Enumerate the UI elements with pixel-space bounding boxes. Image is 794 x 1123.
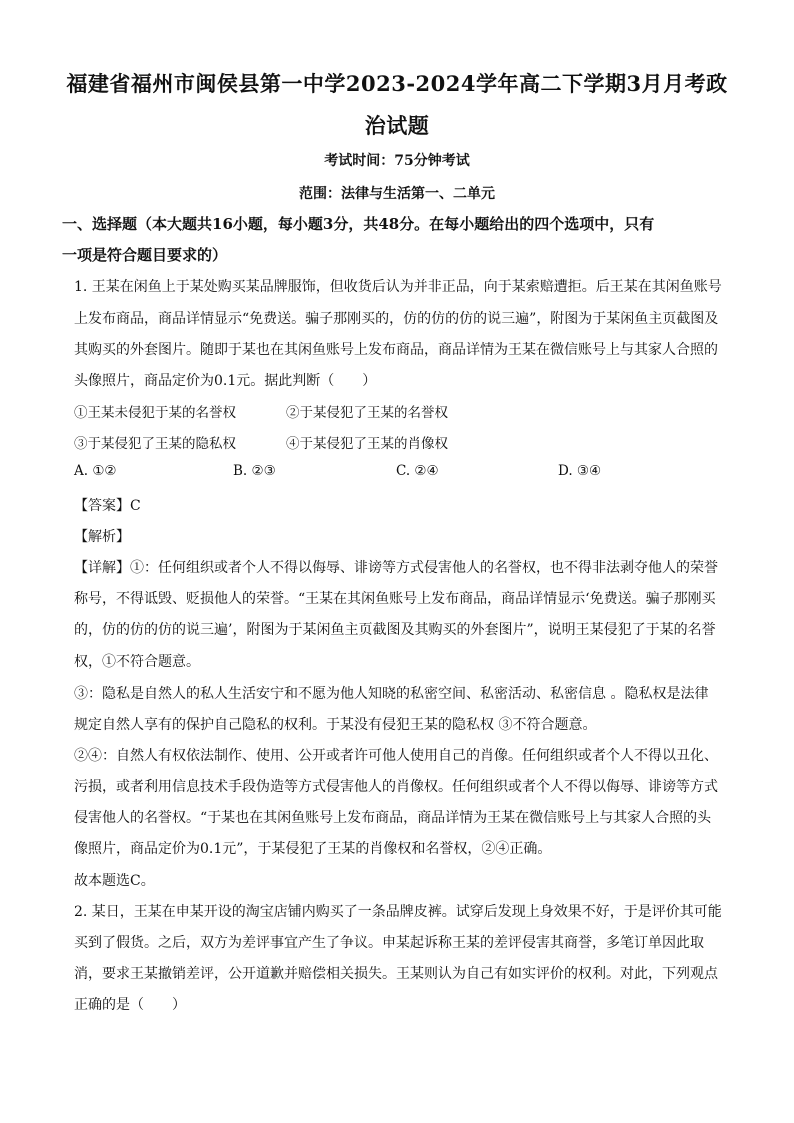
q1-analysis-line9: 侵害他人的名誉权。“于某也在其闲鱼账号上发布商品，商品详情为王某在微信账号上与其家人合照的头 — [74, 810, 712, 826]
q1-analysis-line4: 权，①不符合题意。 — [74, 654, 200, 670]
q1-stem-line2: 上发布商品，商品详情显示“免费送。骗子那刚买的，仿的仿的仿的说三遍”，附图为于某闲鱼主页截图及 — [74, 311, 719, 327]
q1-stem-line1: 1. 王某在闲鱼上于某处购买某品牌服饰，但收货后认为并非正品，向于某索赔遭拒。后王某在其闲鱼账号 — [74, 279, 722, 295]
q1-item-3: ③于某侵犯了王某的隐私权 — [74, 436, 236, 452]
q1-answer: 【答案】C — [74, 498, 141, 514]
q1-analysis-line3: 的，仿的仿的仿的说三遍’，附图为于某闲鱼主页截图及其购买的外套图片”，说明王某侵犯了于某的名誉 — [74, 622, 716, 638]
q2-stem-line2: 买到了假货。之后，双方为差评事宜产生了争议。申某起诉称王某的差评侵害其商誉，多笔订单因此取 — [74, 935, 704, 951]
q1-item-2: ②于某侵犯了王某的名誉权 — [286, 405, 448, 421]
q1-choice-a: A. ①② — [74, 463, 117, 479]
q1-analysis-line1: 【详解】①：任何组织或者个人不得以侮辱、诽谤等方式侵害他人的名誉权，也不得非法剥夺他人的荣誉 — [74, 560, 718, 576]
exam-scope: 范围：法律与生活第一、二单元 — [299, 186, 495, 202]
q1-analysis-line10: 像照片，商品定价为0.1元”，于某侵犯了王某的肖像权和名誉权，②④正确。 — [74, 841, 552, 857]
q1-item-1: ①王某未侵犯于某的名誉权 — [74, 405, 236, 421]
q1-analysis-line2: 称号，不得诋毁、贬损他人的荣誉。“王某在其闲鱼账号上发布商品，商品详情显示‘免费送。骗子那刚买 — [74, 591, 716, 607]
q1-analysis-line11: 故本题选C。 — [74, 873, 155, 889]
exam-time: 考试时间：75分钟考试 — [324, 153, 470, 169]
q1-analysis-label: 【解析】 — [74, 529, 130, 545]
section-heading-line2: 一项是符合题目要求的） — [62, 246, 228, 264]
q2-stem-line1: 2. 某日，王某在申某开设的淘宝店铺内购买了一条品牌皮裤。试穿后发现上身效果不好，于是评价其可能 — [74, 904, 722, 920]
q2-stem-line3: 消，要求王某撤销差评，公开道歉并赔偿相关损失。王某则认为自己有如实评价的权利。对此，下列观点 — [74, 966, 718, 982]
exam-title-line2: 治试题 — [364, 113, 430, 138]
q1-analysis-line7: ②④：自然人有权依法制作、使用、公开或者许可他人使用自己的肖像。任何组织或者个人不得以丑化、 — [74, 748, 718, 764]
q1-analysis-line6: 规定自然人享有的保护自己隐私的权利。于某没有侵犯王某的隐私权 ③不符合题意。 — [74, 717, 597, 733]
q1-item-4: ④于某侵犯了王某的肖像权 — [286, 436, 448, 452]
q1-choice-d: D. ③④ — [558, 463, 602, 479]
section-heading-line1: 一、选择题（本大题共16小题，每小题3分，共48分。在每小题给出的四个选项中，只有 — [62, 215, 655, 233]
q1-choice-b: B. ②③ — [233, 463, 276, 479]
q1-stem-line3: 其购买的外套图片。随即于某也在其闲鱼账号上发布商品，商品详情为王某在微信账号上与其家人合照的 — [74, 342, 718, 358]
q2-stem-line4: 正确的是（ ） — [74, 997, 186, 1013]
q1-analysis-line5: ③：隐私是自然人的私人生活安宁和不愿为他人知晓的私密空间、私密活动、私密信息 。隐私权是法律 — [74, 686, 709, 702]
q1-stem-line4: 头像照片，商品定价为0.1元。据此判断（ ） — [74, 373, 377, 389]
q1-analysis-line8: 污损，或者利用信息技术手段伪造等方式侵害他人的肖像权。任何组织或者个人不得以侮辱、诽谤等方式 — [74, 779, 718, 795]
q1-choice-c: C. ②④ — [396, 463, 439, 479]
exam-title-line1: 福建省福州市闽侯县第一中学2023-2024学年高二下学期3月月考政 — [66, 71, 728, 96]
